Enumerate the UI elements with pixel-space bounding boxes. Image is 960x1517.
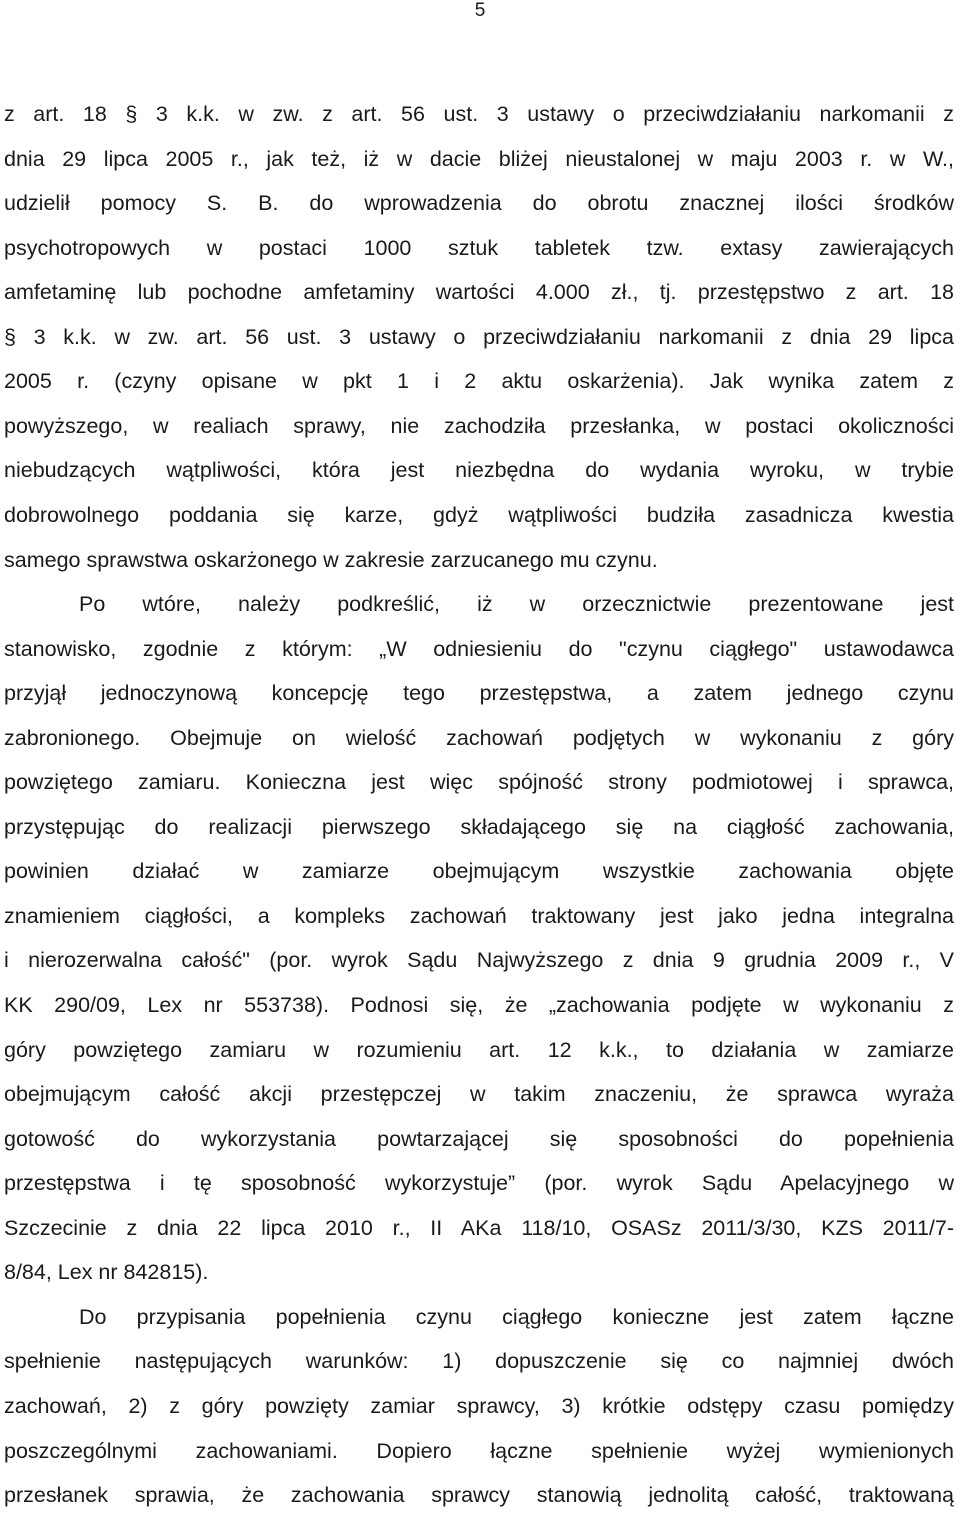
text-line: przesłanek sprawia, że zachowania sprawcy stanowią jednolitą całość, traktowaną	[4, 1483, 954, 1508]
text-line: udzielił pomocy S. B. do wprowadzenia do obrotu znacznej ilości środków	[4, 191, 954, 216]
text-line: dnia 29 lipca 2005 r., jak też, iż w dacie bliżej nieustalonej w maju 2003 r. w W.,	[4, 146, 954, 171]
paragraph-first-line: Po wtóre, należy podkreślić, iż w orzecznictwie prezentowane jest	[79, 592, 954, 617]
text-line: zachowań, 2) z góry powzięty zamiar sprawcy, 3) krótkie odstępy czasu pomiędzy	[4, 1393, 954, 1418]
text-line: znamieniem ciągłości, a kompleks zachowań traktowany jest jako jedna integralna	[4, 903, 954, 928]
text-line: Szczecinie z dnia 22 lipca 2010 r., II AKa 118/10, OSASz 2011/3/30, KZS 2011/7-	[4, 1215, 954, 1240]
text-line: amfetaminę lub pochodne amfetaminy wartości 4.000 zł., tj. przestępstwo z art. 18	[4, 280, 954, 305]
text-line: gotowość do wykorzystania powtarzającej się sposobności do popełnienia	[4, 1126, 954, 1151]
text-line: niebudzących wątpliwości, która jest niezbędna do wydania wyroku, w trybie	[4, 458, 954, 483]
text-line: dobrowolnego poddania się karze, gdyż wątpliwości budziła zasadnicza kwestia	[4, 502, 954, 527]
text-line: przystępując do realizacji pierwszego składającego się na ciągłość zachowania,	[4, 814, 954, 839]
text-line: poszczególnymi zachowaniami. Dopiero łączne spełnienie wyżej wymienionych	[4, 1438, 954, 1463]
text-line: § 3 k.k. w zw. art. 56 ust. 3 ustawy o przeciwdziałaniu narkomanii z dnia 29 lipca	[4, 324, 954, 349]
text-line: i nierozerwalna całość" (por. wyrok Sądu Najwyższego z dnia 9 grudnia 2009 r., V	[4, 948, 954, 973]
text-line: góry powziętego zamiaru w rozumieniu art. 12 k.k., to działania w zamiarze	[4, 1037, 954, 1062]
text-line: powziętego zamiaru. Konieczna jest więc spójność strony podmiotowej i sprawca,	[4, 770, 954, 795]
text-line: KK 290/09, Lex nr 553738). Podnosi się, że „zachowania podjęte w wykonaniu z	[4, 993, 954, 1017]
text-line: samego sprawstwa oskarżonego w zakresie zarzucanego mu czynu.	[4, 547, 658, 572]
text-line: powinien działać w zamiarze obejmującym wszystkie zachowania objęte	[4, 859, 954, 884]
text-line: powyższego, w realiach sprawy, nie zachodziła przesłanka, w postaci okoliczności	[4, 413, 954, 438]
text-line: przyjął jednoczynową koncepcję tego przestępstwa, a zatem jednego czynu	[4, 681, 954, 706]
page-number: 5	[474, 0, 486, 21]
text-line: zabronionego. Obejmuje on wielość zachowań podjętych w wykonaniu z góry	[4, 725, 954, 750]
text-line: 2005 r. (czyny opisane w pkt 1 i 2 aktu oskarżenia). Jak wynika zatem z	[4, 369, 954, 394]
text-line: stanowisko, zgodnie z którym: „W odniesieniu do "czynu ciągłego" ustawodawca	[4, 636, 954, 661]
paragraph-first-line: Do przypisania popełnienia czynu ciągłego konieczne jest zatem łączne	[79, 1304, 954, 1329]
text-line: z art. 18 § 3 k.k. w zw. z art. 56 ust. 3 ustawy o przeciwdziałaniu narkomanii z	[4, 102, 954, 126]
text-line: psychotropowych w postaci 1000 sztuk tabletek tzw. extasy zawierających	[4, 235, 954, 260]
text-line: 8/84, Lex nr 842815).	[4, 1260, 209, 1285]
text-line: spełnienie następujących warunków: 1) dopuszczenie się co najmniej dwóch	[4, 1349, 954, 1374]
text-line: obejmującym całość akcji przestępczej w takim znaczeniu, że sprawca wyraża	[4, 1082, 954, 1107]
text-line: przestępstwa i tę sposobność wykorzystuje” (por. wyrok Sądu Apelacyjnego w	[4, 1171, 954, 1196]
